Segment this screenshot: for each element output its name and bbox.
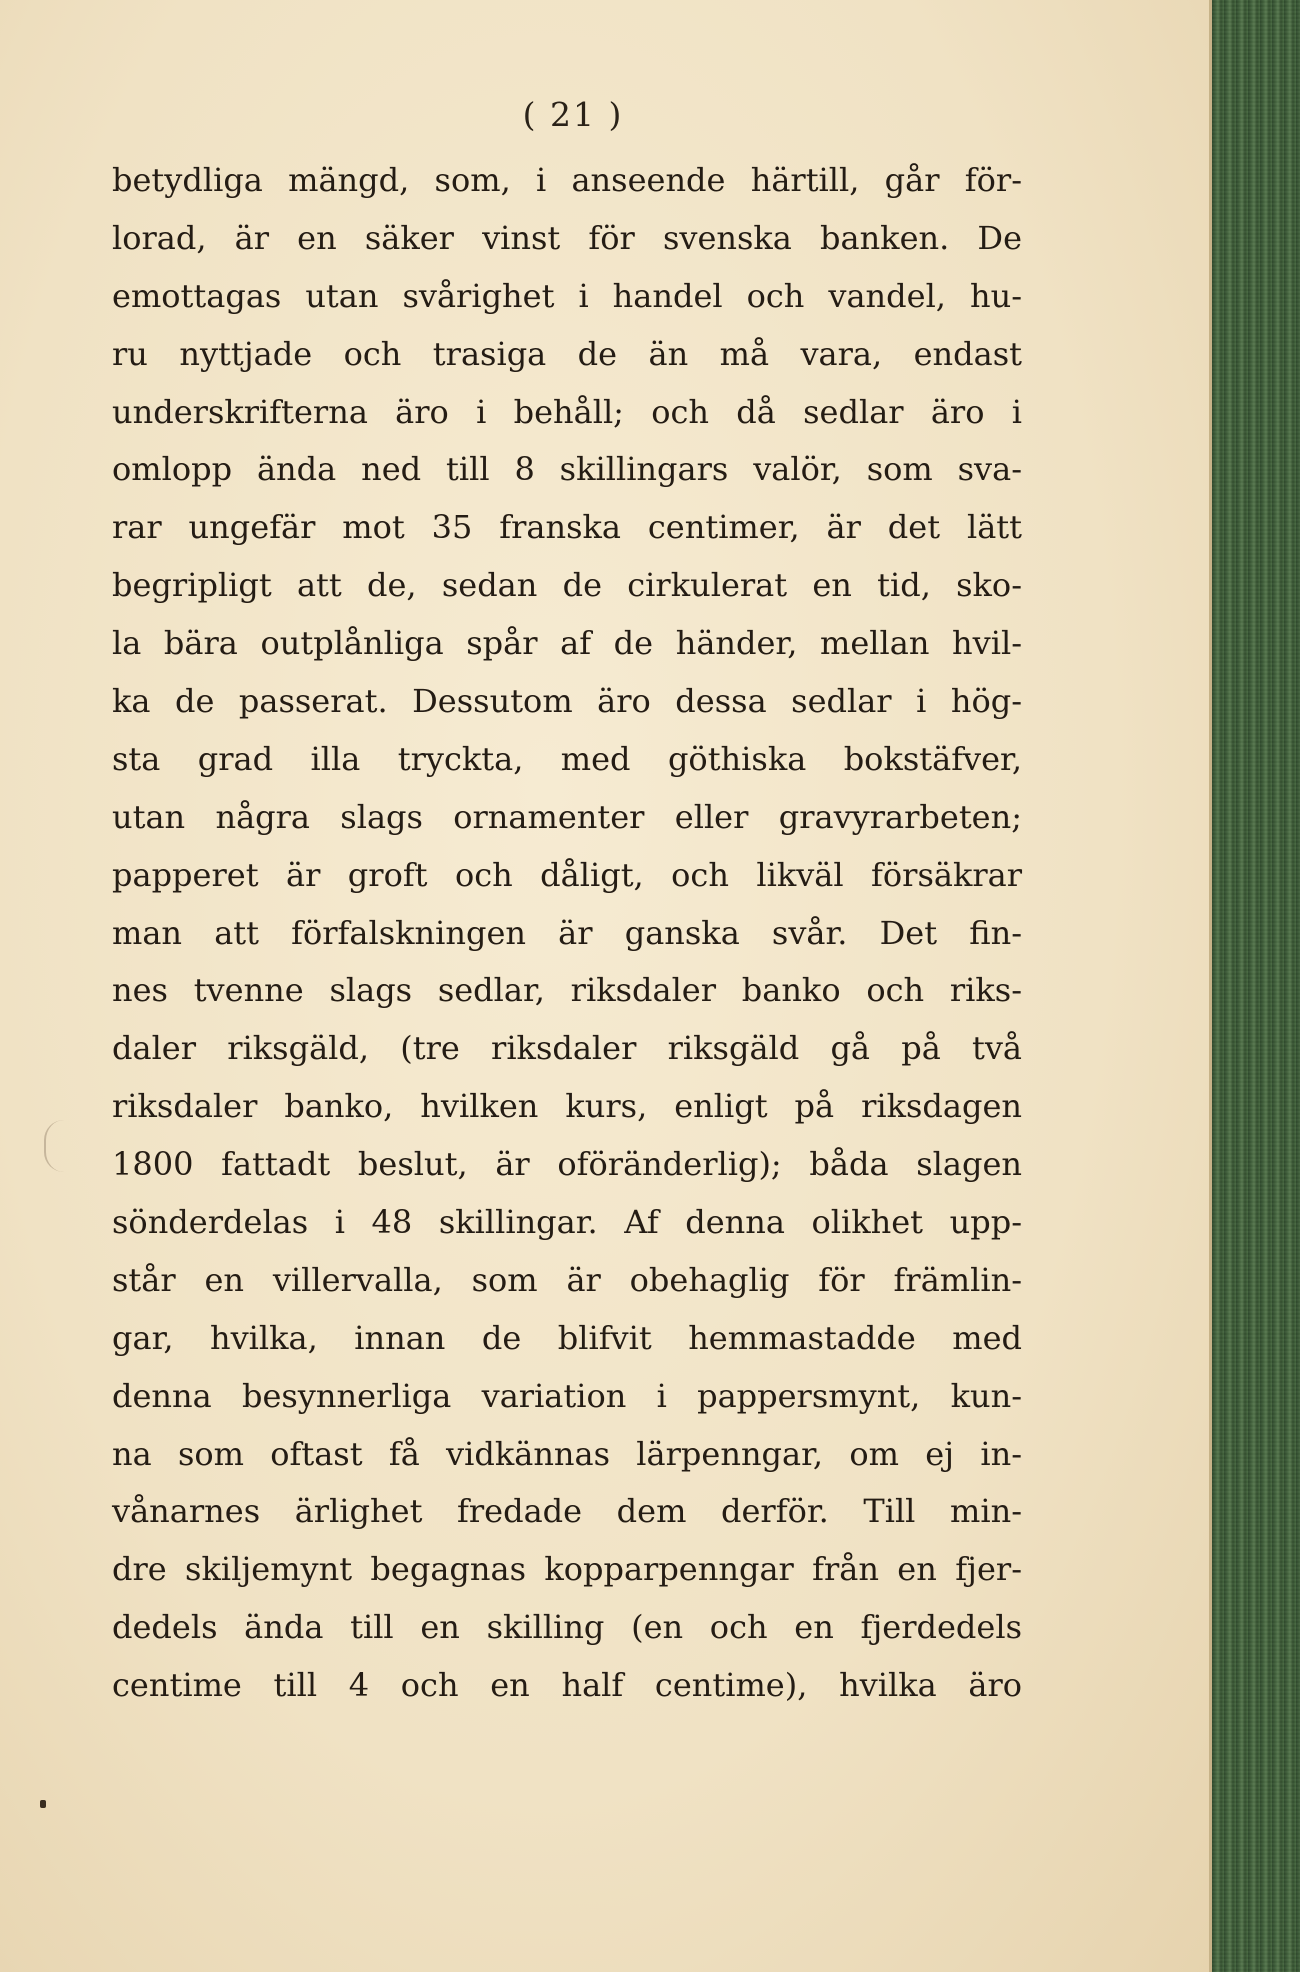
text-line: betydliga mängd, som, i anseende härtill, går för- xyxy=(112,161,1022,199)
ink-spot xyxy=(40,1800,46,1808)
text-line: sta grad illa tryckta, med göthiska bokstäfver, xyxy=(112,739,1022,778)
text-line: gar, hvilka, innan de blifvit hemmastadde med xyxy=(112,1318,1022,1357)
text-line: sönderdelas i 48 skillingar. Af denna olikhet upp- xyxy=(112,1203,1022,1242)
text-line: ka de passerat. Dessutom äro dessa sedlar i hög- xyxy=(112,682,1022,721)
text-line: rar ungefär mot 35 franska centimer, är det lätt xyxy=(112,508,1022,547)
text-line: la bära outplånliga spår af de händer, mellan hvil- xyxy=(112,624,1022,663)
text-line: denna besynnerliga variation i pappersmynt, kun- xyxy=(112,1376,1022,1415)
paper-mark xyxy=(44,1120,64,1172)
text-line: vånarnes ärlighet fredade dem derför. Till min- xyxy=(112,1492,1022,1531)
text-line: na som oftast få vidkännas lärpenngar, om ej in- xyxy=(112,1434,1022,1473)
page-number: ( 21 ) xyxy=(522,95,624,134)
text-line: dre skiljemynt begagnas kopparpenngar från en fjer- xyxy=(112,1550,1022,1589)
text-line: emottagas utan svårighet i handel och vandel, hu- xyxy=(112,276,1022,315)
text-line: nes tvenne slags sedlar, riksdaler banko och riks- xyxy=(112,971,1022,1010)
text-line: 1800 fattadt beslut, är oföränderlig); båda slagen xyxy=(112,1145,1022,1184)
text-line: står en villervalla, som är obehaglig för främlin- xyxy=(112,1260,1022,1299)
text-line: riksdaler banko, hvilken kurs, enligt på riksdagen xyxy=(112,1087,1022,1126)
text-line: papperet är groft och dåligt, och likväl försäkrar xyxy=(112,855,1022,894)
text-line: centime till 4 och en half centime), hvilka äro xyxy=(112,1666,1022,1705)
text-line: daler riksgäld, (tre riksdaler riksgäld gå på två xyxy=(112,1029,1022,1068)
book-binding xyxy=(1209,0,1300,1972)
body-text xyxy=(112,152,1022,1715)
text-line: utan några slags ornamenter eller gravyrarbeten; xyxy=(112,797,1022,836)
text-line: lorad, är en säker vinst för svenska banken. De xyxy=(112,218,1022,257)
text-line: dedels ända till en skilling (en och en fjerdedels xyxy=(112,1608,1022,1647)
text-line: man att förfalskningen är ganska svår. Det fin- xyxy=(112,913,1022,952)
text-line: omlopp ända ned till 8 skillingars valör, som sva- xyxy=(112,450,1022,489)
text-line: ru nyttjade och trasiga de än må vara, endast xyxy=(112,334,1022,373)
text-line: underskrifterna äro i behåll; och då sedlar äro i xyxy=(112,392,1022,431)
text-line: begripligt att de, sedan de cirkulerat en tid, sko- xyxy=(112,566,1022,605)
